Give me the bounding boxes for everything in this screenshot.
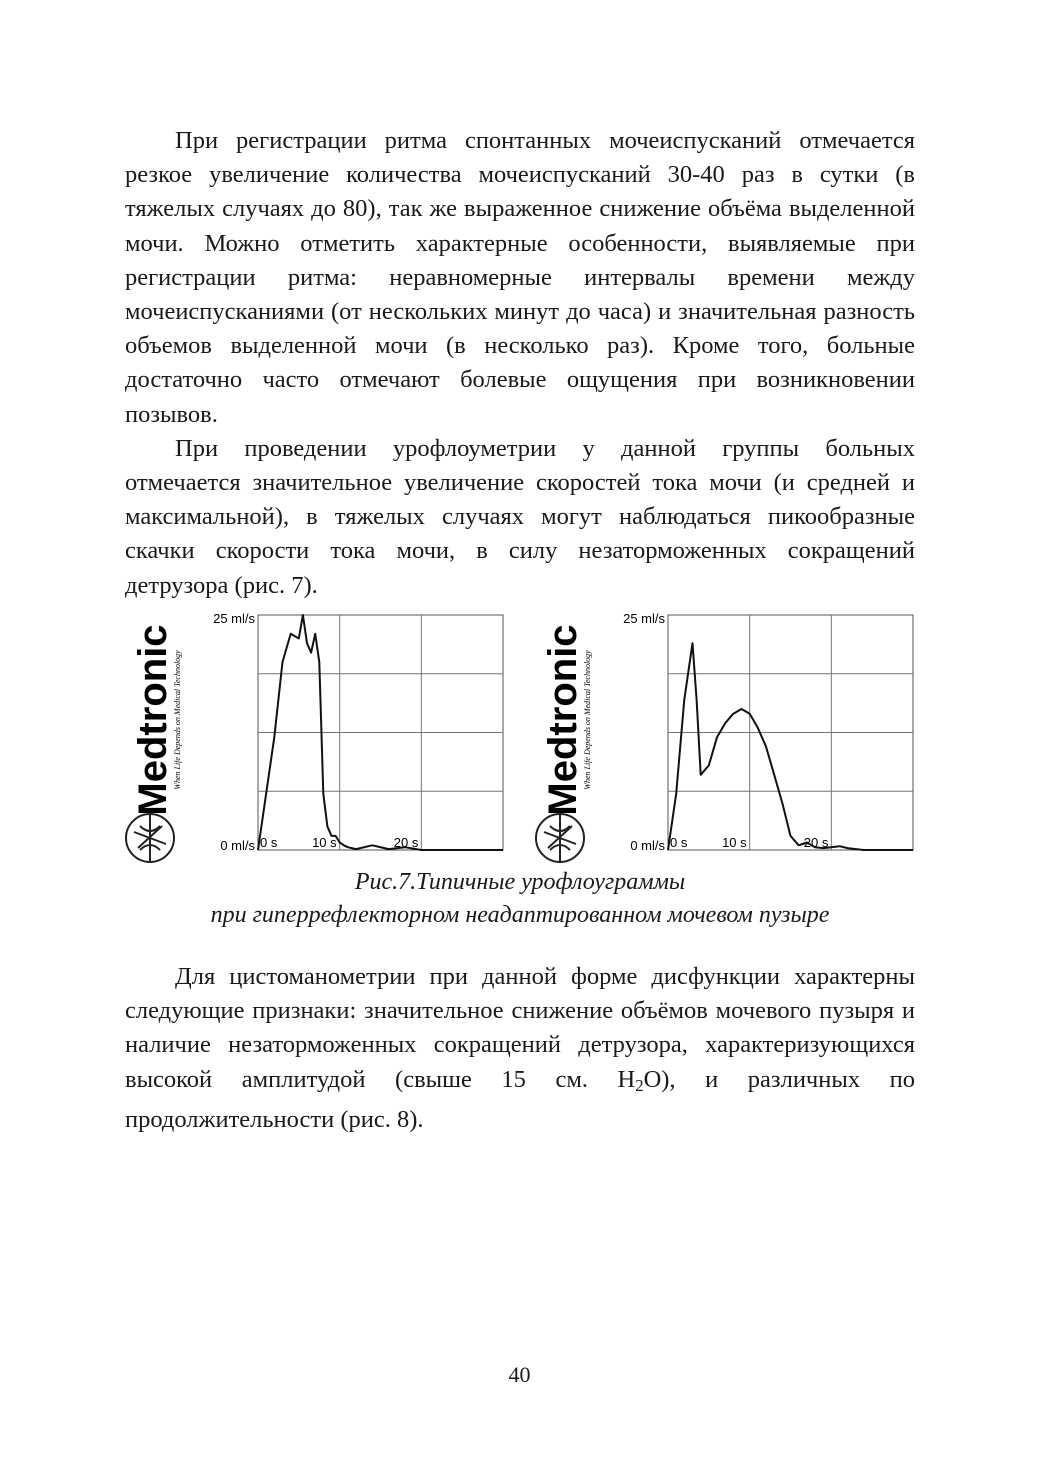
x-tick-label: 20 s [393, 835, 419, 850]
brand-tagline: When Life Depends on Medical Technology [583, 650, 592, 790]
body-text-top [125, 124, 915, 603]
brand-wordmark: Medtronic [541, 624, 585, 816]
plot-area [213, 611, 503, 853]
cystomanometry-text-end: O), и различных по продолжительности (рис. 8). [125, 1065, 916, 1133]
figure-uroflowgrams [118, 600, 918, 870]
x-tick-label: 10 s [722, 835, 747, 850]
caption-line-2: при гиперрефлекторном неадаптированном мочевом пузыре [210, 902, 830, 928]
plot-area [623, 611, 913, 853]
brand-tagline: When Life Depends on Medical Technology [173, 650, 182, 790]
figure-caption [120, 866, 920, 932]
body-text-bottom [125, 960, 915, 1137]
paragraph-cystomanometry [125, 960, 915, 1137]
caduceus-emblem-icon [536, 814, 584, 862]
x-tick-label: 0 s [670, 835, 688, 850]
y-tick-label: 25 ml/s [213, 611, 255, 626]
paragraph-urination-rhythm: При регистрации ритма спонтанных мочеиспусканий отмечается резкое увеличение количества мочеиспусканий 30-40 раз в сутки (в тяжелых случаях до 80), так же выраженное снижение объёма выделенной мочи. Можно отметить характерные особенности, выявляемые при регистрации ритма: неравномерные интервалы времени между мочеиспусканиями (от нескольких минут до часа) и значительная разность объемов выделенной мочи (в несколько раз). Кроме того, больные достаточно часто отмечают болевые ощущения при возникновении позывов. [125, 127, 915, 428]
y-tick-label: 0 ml/s [220, 838, 255, 853]
medtronic-logo [126, 624, 182, 862]
x-tick-label: 20 s [803, 835, 829, 850]
x-tick-label: 0 s [260, 835, 278, 850]
cystomanometry-text-start: Для цистоманометрии при данной форме дисфункции характерны следующие признаки: значительное снижение объёмов мочевого пузыря и наличие незаторможенных сокращений детрузора, характеризующихся высокой амплитудой (свыше 15 см. H [125, 963, 915, 1093]
subscript-2: 2 [635, 1075, 644, 1095]
uroflowgram-left-svg [118, 600, 508, 870]
uroflowgram-right [528, 600, 918, 870]
y-tick-label: 0 ml/s [630, 838, 665, 853]
paragraph-uroflowmetry: При проведении урофлоуметрии у данной группы больных отмечается значительное увеличение скоростей тока мочи (и средней и максимальной), в тяжелых случаях могут наблюдаться пикообразные скачки скорости тока мочи, в силу незаторможенных сокращений детрузора (рис. 7). [125, 434, 915, 599]
brand-wordmark: Medtronic [131, 624, 175, 816]
medtronic-logo [536, 624, 592, 862]
y-tick-label: 25 ml/s [623, 611, 665, 626]
uroflowgram-left [118, 600, 508, 870]
x-tick-label: 10 s [312, 835, 337, 850]
caduceus-emblem-icon [126, 814, 174, 862]
page-number: 40 [508, 1362, 531, 1387]
caption-line-1: Рис.7.Типичные урофлоуграммы [354, 869, 686, 895]
uroflowgram-right-svg [528, 600, 918, 870]
